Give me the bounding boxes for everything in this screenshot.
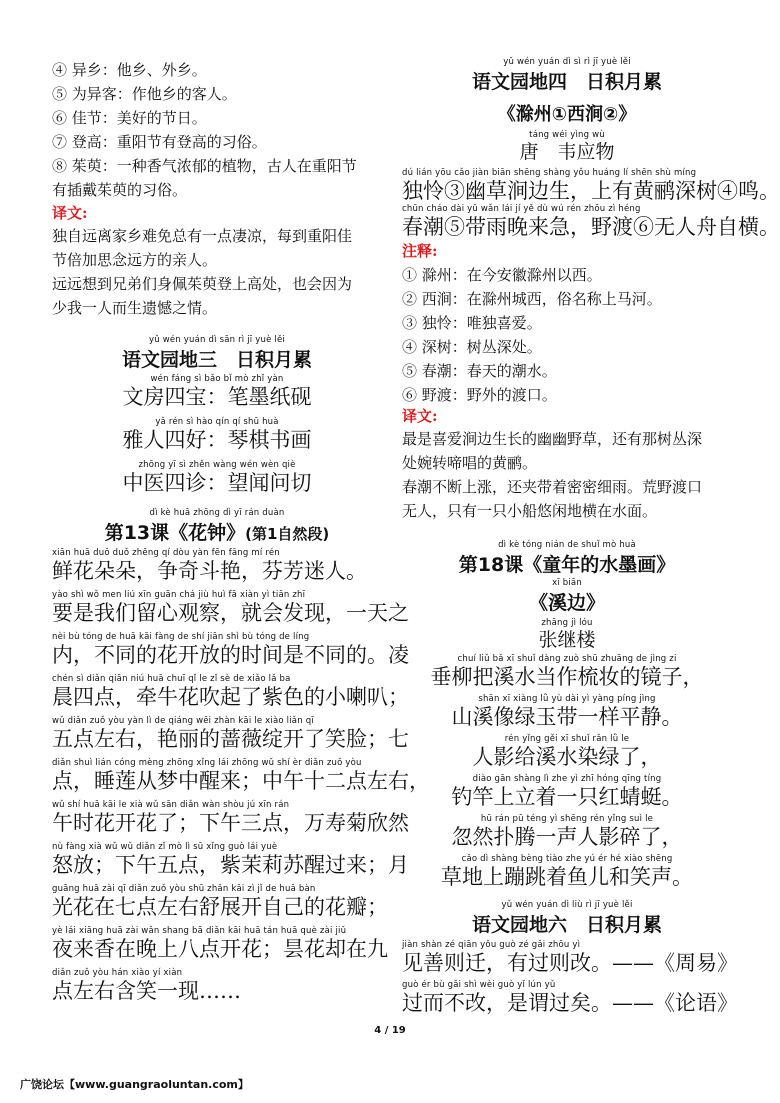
garden6-title: 语文园地六 日积月累: [471, 914, 662, 936]
garden6-title-pinyin: yǔ wén yuán dì liù rì jī yuè lěi: [501, 900, 633, 910]
poem-note-line: ⑥ 野渡：野外的渡口。: [402, 386, 557, 404]
lesson13-title-block: [52, 508, 382, 545]
lesson18-author: 张继楼: [538, 629, 596, 651]
garden3-line-pinyin: yǎ rén sì hào qín qí shū huà: [155, 417, 279, 427]
lesson18-line: [402, 854, 732, 890]
garden3-line-pinyin: zhōng yī sì zhěn wàng wén wèn qiè: [138, 460, 296, 470]
garden3-title-block: [52, 335, 382, 372]
lesson13-line-pinyin: yào shì wǒ men liú xīn guān chá jiù huì fā xiàn yì tiān zhī: [52, 590, 306, 600]
garden6-line: [402, 980, 738, 1016]
lesson13-line-pinyin: xiān huā duǒ duǒ zhēng qí dòu yàn fēn fāng mí rén: [52, 548, 280, 558]
footer-site: 广饶论坛【www.guangraoluntan.com】: [20, 1078, 249, 1091]
poem-line-text: 春潮⑤带雨晚来急，野渡⑥无人舟自横。: [402, 215, 780, 239]
poem-translation-line: 无人，只有一只小船悠闲地横在水面。: [402, 502, 658, 520]
lesson13-line-pinyin: diǎn zuǒ yòu hán xiào yí xiàn: [52, 968, 183, 978]
lesson18-line-text: 忽然扑腾一声人影碎了，: [451, 825, 683, 849]
garden6-line-pinyin: jiàn shàn zé qiān yǒu guò zé gǎi zhōu yì: [402, 940, 581, 950]
poem-note-line: ① 滁州：在今安徽滁州以西。: [402, 266, 602, 284]
notes-label: 注释:: [402, 242, 438, 260]
lesson13-line-text: 五点左右，艳丽的蔷薇绽开了笑脸；七: [52, 727, 409, 751]
lesson18-line-pinyin: rén yǐng gěi xī shuǐ rǎn lǜ le: [504, 734, 630, 744]
lesson18-line-text: 山溪像绿玉带一样平静。: [451, 705, 683, 729]
lesson18-title-pinyin: dì kè tóng nián de shuǐ mò huà: [498, 540, 636, 550]
lesson13-line-text: 点左右含笑一现……: [52, 979, 241, 1003]
poem-note-line: ② 西涧：在滁州城西，俗名称上马河。: [402, 290, 662, 308]
lesson18-line: [402, 734, 732, 770]
garden6-line-text: 见善则迁，有过则改。——《周易》: [402, 951, 738, 975]
poem-note-line: ⑤ 春潮：春天的潮水。: [402, 362, 557, 380]
lesson18-line-text: 垂柳把溪水当作梳妆的镜子，: [430, 665, 704, 689]
lesson13-line-text: 点，睡莲从梦中醒来；中午十二点左右，: [52, 769, 430, 793]
lesson13-line-pinyin: wǔ shí huā kāi le xià wǔ sān diǎn wàn shòu jú xīn rán: [52, 800, 290, 810]
garden4-title-pinyin: yǔ wén yuán dì sì rì jī yuè lěi: [503, 57, 631, 67]
lesson13-line: [52, 842, 409, 878]
note-line: 有插戴茱萸的习俗。: [52, 181, 188, 199]
poem-author-block: [402, 130, 732, 164]
lesson13-line: [52, 968, 241, 1004]
lesson18-line-pinyin: cǎo dì shàng bèng tiào zhe yú ér hé xiào shēng: [461, 854, 673, 864]
poem-translation-line: 处婉转啼唱的黄鹂。: [402, 454, 538, 472]
poem-line: [402, 204, 780, 240]
garden3-line-text: 雅人四好：琴棋书画: [122, 428, 312, 452]
lesson13-line: [52, 590, 409, 626]
poem-author: 唐 韦应物: [519, 141, 615, 163]
poem-author-pinyin: táng wéi yìng wù: [529, 130, 605, 140]
garden4-title: 语文园地四 日积月累: [471, 71, 662, 93]
lesson18-line-pinyin: diào gān shàng lì zhe yì zhī hóng qīng tíng: [472, 774, 662, 784]
lesson18-line: [402, 814, 732, 850]
lesson13-line-text: 光花在七点左右舒展开自己的花瓣；: [52, 895, 388, 919]
poem-line-pinyin: dú lián yōu cǎo jiàn biān shēng shàng yǒu huáng lí shēn shù míng: [402, 168, 697, 178]
garden4-title-block: [402, 57, 732, 94]
garden3-line-text: 中医四诊：望闻问切: [122, 471, 312, 495]
lesson18-line-text: 草地上蹦跳着鱼儿和笑声。: [441, 865, 693, 889]
lesson18-line-pinyin: shān xī xiàng lǜ yù dài yì yàng píng jìng: [478, 694, 656, 704]
translation-label: 译文:: [52, 204, 88, 222]
lesson13-line: [52, 926, 388, 962]
poem-title: 《滁州①西涧②》: [497, 104, 637, 125]
lesson13-line-pinyin: wǔ diǎn zuǒ yòu yàn lì de qiáng wēi zhàn kāi le xiào liǎn qī: [52, 716, 314, 726]
note-line: ④ 异乡：他乡、外乡。: [52, 61, 207, 79]
poem-translation-line: 春潮不断上涨，还夹带着密密细雨。荒野渡口: [402, 478, 703, 496]
lesson13-line-text: 夜来香在晚上八点开花；昙花却在九: [52, 937, 388, 961]
garden3-title-pinyin: yǔ wén yuán dì sān rì jī yuè lěi: [149, 335, 285, 345]
translation-line: 少我一人而生遗憾之情。: [52, 299, 218, 317]
lesson13-line-text: 鲜花朵朵，争奇斗艳，芬芳迷人。: [52, 559, 367, 583]
garden3-line: [52, 460, 382, 496]
lesson18-line-pinyin: chuí liǔ bǎ xī shuǐ dàng zuò shū zhuāng de jìng zi: [457, 654, 677, 664]
poem-note-line: ③ 独怜：唯独喜爱。: [402, 314, 542, 332]
translation-line: 独自远离家乡难免总有一点凄凉，每到重阳佳: [52, 227, 353, 245]
lesson18-sub-pinyin: xī biān: [552, 578, 582, 588]
note-line: ⑧ 茱萸：一种香气浓郁的植物，古人在重阳节: [52, 157, 357, 175]
garden3-title: 语文园地三 日积月累: [121, 349, 312, 371]
translation-line: 远远想到兄弟们身佩茱萸登上高处，也会因为: [52, 275, 353, 293]
poem-line-pinyin: chūn cháo dài yǔ wǎn lái jí yě dù wú rén zhōu zì héng: [402, 204, 641, 214]
lesson13-line: [52, 674, 409, 710]
note-line: ⑦ 登高：重阳节有登高的习俗。: [52, 133, 267, 151]
lesson18-author-block: [402, 618, 732, 652]
lesson13-line: [52, 758, 430, 794]
lesson18-line: [402, 694, 732, 730]
lesson13-line: [52, 716, 409, 752]
page-number: 4 / 19: [374, 1025, 406, 1036]
garden3-line-text: 文房四宝：笔墨纸砚: [122, 385, 312, 409]
note-line: ⑤ 为异客：作他乡的客人。: [52, 85, 237, 103]
garden6-line: [402, 940, 738, 976]
lesson13-line: [52, 548, 367, 584]
lesson13-title-pinyin: dì kè huā zhōng dì yī rán duàn: [149, 508, 285, 518]
lesson13-line-text: 午时花开花了；下午三点，万寿菊欣然: [52, 811, 409, 835]
lesson13-line-pinyin: nèi bù tóng de huā kāi fàng de shí jiān shì bù tóng de líng: [52, 632, 310, 642]
lesson13-line: [52, 632, 409, 668]
lesson18-line: [402, 774, 732, 810]
lesson13-line-text: 要是我们留心观察，就会发现，一天之: [52, 601, 409, 625]
lesson13-line-text: 怒放；下午五点，紫茉莉苏醒过来；月: [52, 853, 409, 877]
lesson18-sub-title: 《溪边》: [528, 592, 605, 614]
garden6-line-pinyin: guò ér bù gǎi shì wèi guò yǐ lún yǔ: [402, 980, 556, 990]
translation-line: 节倍加思念远方的亲人。: [52, 251, 218, 269]
garden6-line-text: 过而不改，是谓过矣。——《论语》: [402, 991, 738, 1015]
lesson13-line-text: 晨四点，牵牛花吹起了紫色的小喇叭；: [52, 685, 409, 709]
lesson13-line-pinyin: diǎn shuì lián cóng mèng zhōng xǐng lái zhōng wǔ shí èr diǎn zuǒ yòu: [52, 758, 362, 768]
lesson13-line-pinyin: chén sì diǎn qiān niú huā chuī qǐ le zǐ sè de xiǎo lǎ ba: [52, 674, 291, 684]
garden3-line: [52, 374, 382, 410]
lesson18-line: [402, 654, 732, 690]
lesson18-title-block: [402, 540, 732, 577]
lesson18-sub-block: [402, 578, 732, 615]
lesson18-line-text: 钓竿上立着一只红蜻蜓。: [451, 785, 683, 809]
lesson13-title-suffix: (第1自然段): [245, 525, 330, 543]
lesson13-line-pinyin: guāng huā zài qī diǎn zuǒ yòu shū zhǎn kāi zì jǐ de huā bàn: [52, 884, 316, 894]
lesson13-title: 第13课《花钟》: [104, 522, 246, 544]
poem-line-text: 独怜③幽草涧边生，上有黄鹂深树④鸣。: [402, 179, 780, 203]
lesson18-line-text: 人影给溪水染绿了，: [472, 745, 662, 769]
garden3-line-pinyin: wén fáng sì bǎo bǐ mò zhǐ yàn: [150, 374, 284, 384]
lesson13-line: [52, 884, 388, 920]
g4-translation-label: 译文:: [402, 407, 438, 425]
garden6-title-block: [402, 900, 732, 937]
poem-translation-line: 最是喜爱涧边生长的幽幽野草，还有那树丛深: [402, 430, 703, 448]
garden3-line: [52, 417, 382, 453]
poem-line: [402, 168, 780, 204]
lesson13-line-text: 内，不同的花开放的时间是不同的。凌: [52, 643, 409, 667]
lesson18-author-pinyin: zhāng jì lóu: [541, 618, 593, 628]
lesson13-line-pinyin: nù fàng xià wǔ wǔ diǎn zǐ mò lì sū xǐng guò lái yuè: [52, 842, 278, 852]
poem-note-line: ④ 深树：树丛深处。: [402, 338, 542, 356]
lesson13-line: [52, 800, 409, 836]
lesson18-title: 第18课《童年的水墨画》: [458, 554, 676, 576]
lesson18-line-pinyin: hū rán pū téng yì shēng rén yǐng suì le: [480, 814, 654, 824]
lesson13-line-pinyin: yè lái xiāng huā zài wǎn shang bā diǎn kāi huā tán huā què zài jiǔ: [52, 926, 347, 936]
note-line: ⑥ 佳节：美好的节日。: [52, 109, 207, 127]
